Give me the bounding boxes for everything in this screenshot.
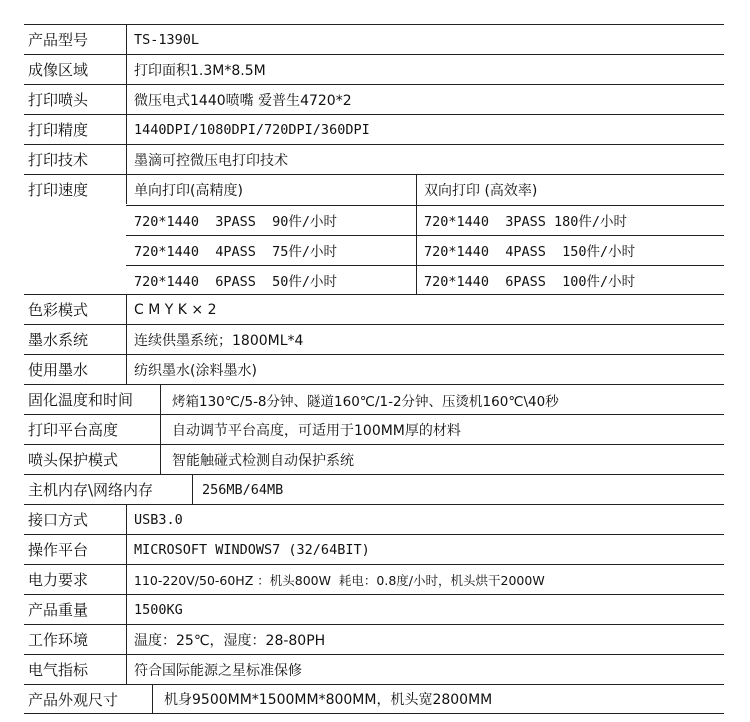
row-os [24, 534, 724, 564]
label-memory: 主机内存\网络内存 [28, 481, 154, 499]
label-print-head: 打印喷头 [28, 91, 89, 109]
label-environment: 工作环境 [28, 631, 89, 649]
label-precision: 打印精度 [28, 121, 89, 139]
label-color-mode: 色彩模式 [28, 301, 89, 319]
row-head-protection [24, 444, 724, 474]
value-dimensions: 机身9500MM*1500MM*800MM，机头宽2800MM [164, 692, 493, 708]
label-dimensions: 产品外观尺寸 [28, 690, 119, 709]
row-curing [24, 384, 724, 414]
row-imaging-area [24, 54, 724, 84]
row-weight [24, 594, 724, 624]
row-ink-system [24, 324, 724, 354]
value-head-protection: 智能触碰式检测自动保护系统 [172, 452, 354, 469]
row-precision [24, 114, 724, 144]
label-ink-system: 墨水系统 [28, 331, 89, 349]
label-model: 产品型号 [28, 31, 89, 49]
speed-bi-3pass: 720*1440 3PASS 180件/小时 [424, 214, 628, 230]
row-memory [24, 474, 724, 504]
row-power [24, 564, 724, 594]
value-interface: USB3.0 [134, 511, 183, 528]
label-speed: 打印速度 [28, 181, 89, 199]
speed-bi-6pass: 720*1440 6PASS 100件/小时 [424, 274, 636, 290]
label-platform-height: 打印平台高度 [28, 421, 119, 439]
row-interface [24, 504, 724, 534]
row-print-head [24, 84, 724, 114]
value-platform-height: 自动调节平台高度，可适用于100MM厚的材料 [172, 422, 461, 439]
row-environment [24, 624, 724, 654]
label-power: 电力要求 [28, 571, 89, 589]
row-color-mode [24, 294, 724, 324]
label-curing: 固化温度和时间 [28, 391, 134, 409]
row-platform-height [24, 414, 724, 444]
value-power: 110-220V/50-60HZ ：机头800W 耗电：0.8度/小时，机头烘干2000W [134, 572, 545, 588]
value-model: TS-1390L [134, 31, 200, 48]
value-os: MICROSOFT WINDOWS7 (32/64BIT) [134, 541, 370, 558]
label-weight: 产品重量 [28, 601, 89, 619]
speed-uni-3pass: 720*1440 3PASS 90件/小时 [134, 214, 338, 230]
value-memory: 256MB/64MB [202, 481, 284, 498]
label-interface: 接口方式 [28, 511, 89, 529]
speed-uni-header: 单向打印(高精度) [134, 183, 243, 199]
row-ink-used [24, 354, 724, 384]
value-environment: 温度：25℃，湿度：28-80PH [134, 632, 326, 649]
row-model [24, 24, 724, 54]
value-color-mode: C M Y K × 2 [134, 301, 217, 318]
value-weight: 1500KG [134, 601, 183, 618]
speed-uni-4pass: 720*1440 4PASS 75件/小时 [134, 244, 338, 260]
row-technology [24, 144, 724, 174]
value-electrical: 符合国际能源之星标准保修 [134, 662, 302, 679]
value-precision: 1440DPI/1080DPI/720DPI/360DPI [134, 121, 370, 138]
speed-uni-6pass: 720*1440 6PASS 50件/小时 [134, 274, 338, 290]
label-imaging-area: 成像区域 [28, 61, 89, 79]
value-print-head: 微压电式1440喷嘴 爱普生4720*2 [134, 92, 352, 109]
speed-bi-header: 双向打印 (高效率) [424, 183, 538, 199]
label-electrical: 电气指标 [28, 661, 89, 679]
value-technology: 墨滴可控微压电打印技术 [134, 152, 288, 169]
label-technology: 打印技术 [28, 151, 89, 169]
value-curing: 烤箱130℃/5-8分钟、隧道160℃/1-2分钟、压烫机160℃\40秒 [172, 393, 559, 410]
value-ink-used: 纺织墨水(涂料墨水) [134, 362, 257, 379]
spec-table [24, 24, 724, 714]
speed-bi-4pass: 720*1440 4PASS 150件/小时 [424, 244, 636, 260]
value-imaging-area: 打印面积1.3M*8.5M [134, 62, 266, 79]
row-electrical [24, 654, 724, 684]
value-ink-system: 连续供墨系统；1800ML*4 [134, 332, 304, 349]
row-dimensions [24, 684, 724, 714]
label-ink-used: 使用墨水 [28, 361, 89, 379]
label-head-protection: 喷头保护模式 [28, 451, 119, 469]
label-os: 操作平台 [28, 541, 89, 559]
row-speed [24, 174, 724, 294]
